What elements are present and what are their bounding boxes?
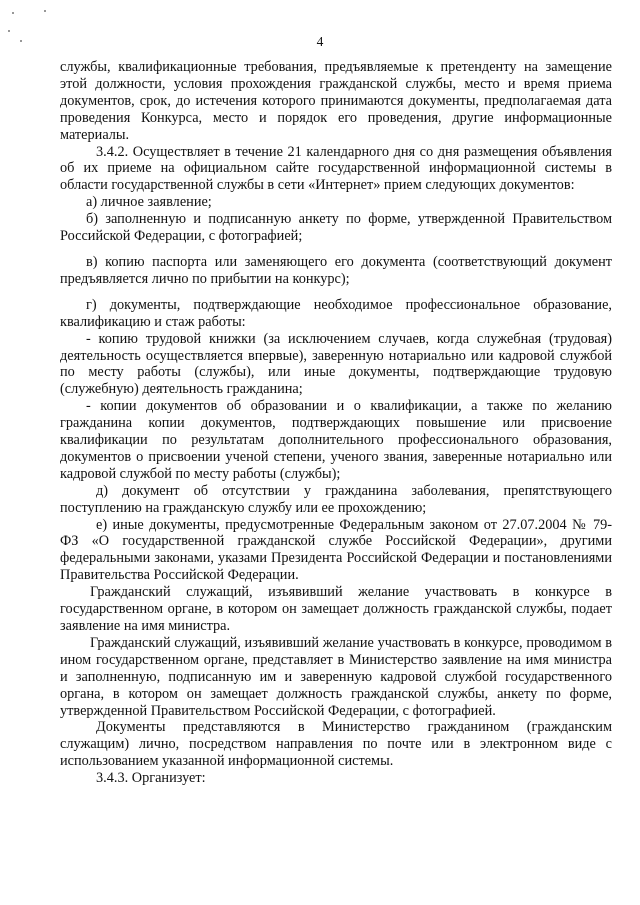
page-number: 4 [316, 34, 324, 49]
paragraph: Гражданский служащий, изъявивший желание участвовать в конкурсе в государственном органе, в котором он замещает должность гражданской службы, подает заявление на имя министра. [60, 584, 612, 634]
list-item: д) документ об отсутствии у гражданина заболевания, препятствующего поступлению на гражданскую службу или ее прохождению; [60, 482, 612, 516]
scan-speck [44, 10, 46, 12]
document-body [60, 59, 612, 787]
list-item: - копии документов об образовании и о квалификации, а также по желанию гражданина копии документов, подтверждающих повышение или присвоение квалификации по результатам дополнительного профессионального образования, документов о присвоении ученой степени, ученого звания, заверенные нотариально или кадровой службой по месту работы (службы); [60, 398, 612, 482]
list-item: б) заполненную и подписанную анкету по форме, утвержденной Правительством Российской Федерации, с фотографией; [60, 211, 612, 245]
paragraph: 3.4.3. Организует: [96, 770, 206, 787]
paragraph: службы, квалификационные требования, предъявляемые к претенденту на замещение этой должности, условия прохождения гражданской службы, место и время приема документов, срок, до истечения которого принимаются документы, предполагаемая дата проведения Конкурса, место и порядок его проведения, другие информационные материалы. [60, 59, 612, 143]
list-item: в) копию паспорта или заменяющего его документа (соответствующий документ предъявляется лично по прибытии на конкурс); [60, 253, 612, 287]
list-item: а) личное заявление; [86, 194, 212, 211]
scan-speck [12, 12, 14, 14]
list-item: е) иные документы, предусмотренные Федеральным законом от 27.07.2004 № 79-ФЗ «О государственной гражданской службе Российской Федерации», другими федеральными законами, указами Президента Российской Федерации и постановлениями Правительства Российской Федерации. [60, 516, 612, 584]
scan-speck [8, 30, 10, 32]
paragraph: Документы представляются в Министерство гражданином (гражданским служащим) лично, посредством направления по почте или в электронном виде с использованием указанной информационной системы. [60, 719, 612, 770]
list-item: г) документы, подтверждающие необходимое профессиональное образование, квалификацию и стаж работы: [60, 296, 612, 330]
paragraph: Гражданский служащий, изъявивший желание участвовать в конкурсе, проводимом в ином государственном органе, представляет в Министерство заявление на имя министра и заполненную, подписанную им и заверенную кадровой службой государственного органа, в котором он замещает должность гражданской службы, анкету по форме, утвержденной Правительством Российской Федерации, с фотографией. [60, 634, 612, 719]
list-item: - копию трудовой книжки (за исключением случаев, когда служебная (трудовая) деятельность осуществляется впервые), заверенную нотариально или кадровой службой по месту работы (службы), или иные документы, подтверждающие трудовую (служебную) деятельность гражданина; [60, 330, 612, 398]
paragraph: 3.4.2. Осуществляет в течение 21 календарного дня со дня размещения объявления об их приеме на официальном сайте государственной информационной системы в области государственной службы в сети «Интернет» прием следующих документов: [60, 143, 612, 194]
